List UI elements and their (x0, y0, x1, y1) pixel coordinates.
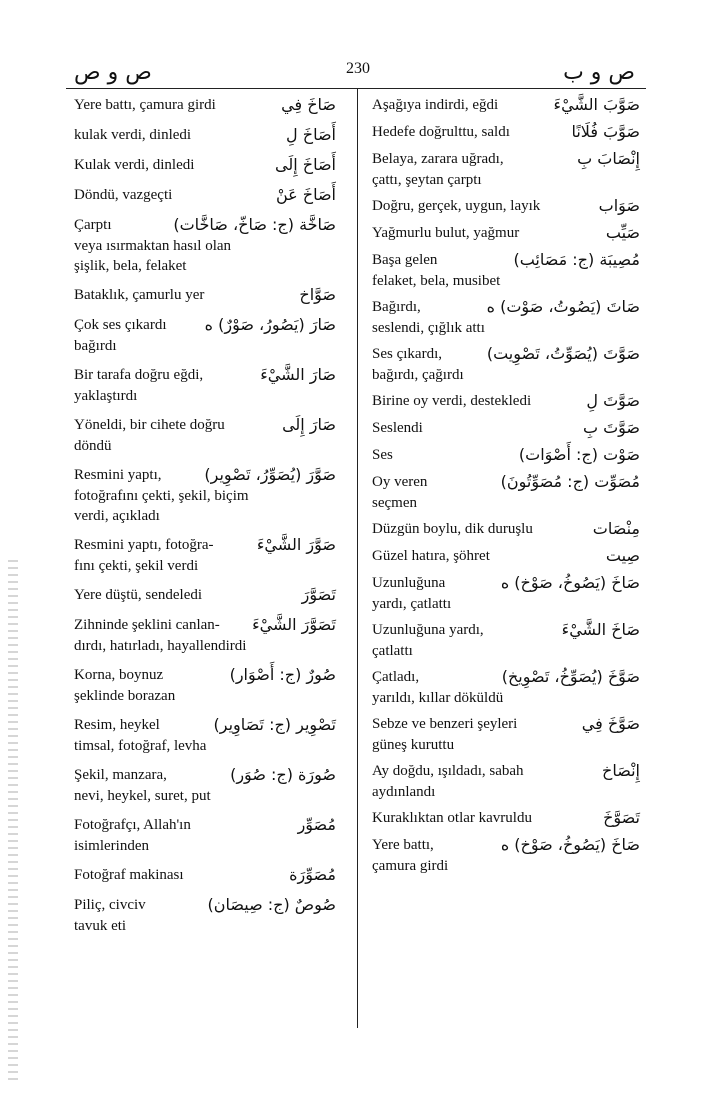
turkish-definition: Yöneldi, bir cihete doğru (74, 417, 225, 433)
turkish-definition: Seslendi (372, 420, 423, 436)
arabic-headword: صَاتَ (يَصُوتُ، صَوْت) ه (486, 297, 640, 316)
turkish-definition: Doğru, gerçek, uygun, layık (372, 198, 541, 214)
turkish-definition: veya ısırmaktan hasıl olan (74, 238, 232, 254)
arabic-headword: صَوَّخَ فِي (581, 714, 640, 733)
turkish-definition: Fotoğraf makinası (74, 867, 184, 883)
dictionary-entry (372, 343, 640, 385)
arabic-headword: صَوْت (ج: أَصْوَات) (518, 445, 640, 464)
turkish-definition: Fotoğrafçı, Allah'ın (74, 817, 191, 833)
arabic-headword: تَصَوَّرَ (301, 585, 336, 604)
turkish-definition: Kuraklıktan otlar kavruldu (372, 810, 532, 826)
header-left-letters: ص و ص (74, 60, 152, 85)
arabic-headword: صَاخَ الشَّيْءَ (561, 620, 640, 639)
turkish-definition: bağırdı (74, 338, 117, 354)
dictionary-entry (74, 364, 336, 406)
arabic-headword: صَارَ الشَّيْءَ (260, 365, 336, 384)
arabic-headword: صَاخَ (يَصُوخُ، صَوْخ) ه (500, 835, 640, 854)
turkish-definition: çamura girdi (372, 858, 449, 874)
arabic-headword: صَيِّب (605, 223, 640, 242)
turkish-definition: Başa gelen (372, 252, 438, 268)
turkish-definition: Bataklık, çamurlu yer (74, 287, 205, 303)
arabic-headword: صُوصٌ (ج: صِيصَان) (207, 895, 336, 914)
column-divider (357, 88, 358, 1028)
turkish-definition: dırdı, hatırladı, hayallendirdi (74, 638, 247, 654)
header-rule (66, 88, 646, 89)
dictionary-entry (74, 864, 336, 886)
turkish-definition: Bir tarafa doğru eğdi, (74, 367, 204, 383)
turkish-definition: şişlik, bela, felaket (74, 258, 187, 274)
left-column (74, 94, 336, 944)
arabic-headword: تَصَوَّرَ الشَّيْءَ (252, 615, 336, 634)
turkish-definition: seslendi, çığlık attı (372, 320, 485, 336)
dictionary-entry (74, 584, 336, 606)
turkish-definition: yaklaştırdı (74, 388, 138, 404)
turkish-definition: seçmen (372, 495, 417, 511)
dictionary-entry (372, 417, 640, 439)
dictionary-entry (372, 518, 640, 540)
header-right-letters: ص و ب (563, 60, 635, 85)
dictionary-entry (372, 666, 640, 708)
turkish-definition: Aşağıya indirdi, eğdi (372, 97, 499, 113)
turkish-definition: fotoğrafını çekti, şekil, biçim (74, 488, 249, 504)
turkish-definition: Oy veren (372, 474, 428, 490)
dictionary-entry (74, 414, 336, 456)
dictionary-entry (372, 222, 640, 244)
dictionary-entry (74, 214, 336, 276)
dictionary-entry (74, 184, 336, 206)
arabic-headword: صَاخَ فِي (281, 95, 336, 114)
arabic-headword: صَوَّرَ الشَّيْءَ (256, 535, 336, 554)
arabic-headword: صَارَ (يَصُورُ، صَوْرٌ) ه (204, 315, 336, 334)
arabic-headword: صُورٌ (ج: أَصْوَار) (229, 665, 336, 684)
dictionary-entry (372, 834, 640, 876)
turkish-definition: Uzunluğuna yardı, (372, 622, 484, 638)
turkish-definition: Yere düştü, sendeledi (74, 587, 203, 603)
turkish-definition: Resmini yaptı, (74, 467, 162, 483)
turkish-definition: Sebze ve benzeri şeyleri (372, 716, 518, 732)
dictionary-entry (372, 148, 640, 190)
dictionary-entry (74, 814, 336, 856)
turkish-definition: isimlerinden (74, 838, 149, 854)
arabic-headword: إِنْصَاخ (602, 761, 640, 780)
turkish-definition: kulak verdi, dinledi (74, 127, 192, 143)
turkish-definition: Bağırdı, (372, 299, 421, 315)
dictionary-entry (74, 664, 336, 706)
turkish-definition: bağırdı, çağırdı (372, 367, 464, 383)
arabic-headword: مُصَوِّرَة (289, 865, 336, 884)
turkish-definition: çattı, şeytan çarptı (372, 172, 482, 188)
arabic-headword: صَوَاب (598, 196, 640, 215)
turkish-definition: Resim, heykel (74, 717, 160, 733)
arabic-headword: صَاخَّة (ج: صَاخّ، صَاخَّات) (173, 215, 336, 234)
turkish-definition: Çok ses çıkardı (74, 317, 167, 333)
turkish-definition: Ses (372, 447, 393, 463)
turkish-definition: döndü (74, 438, 112, 454)
dictionary-entry (372, 807, 640, 829)
turkish-definition: Hedefe doğrulttu, saldı (372, 124, 510, 140)
turkish-definition: Korna, boynuz (74, 667, 164, 683)
dictionary-entry (74, 534, 336, 576)
arabic-headword: مُصِيبَة (ج: مَصَائِب) (513, 250, 640, 269)
arabic-headword: صَوَّخَ (يُصَوِّخُ، تَصْوِيخ) (501, 667, 640, 686)
turkish-definition: tavuk eti (74, 918, 127, 934)
dictionary-entry (74, 894, 336, 936)
dictionary-entry (74, 154, 336, 176)
dictionary-entry (372, 249, 640, 291)
dictionary-entry (372, 444, 640, 466)
arabic-headword: أَصَاخَ لِ (286, 125, 336, 144)
dictionary-entry (74, 314, 336, 356)
arabic-headword: صُورَة (ج: صُوَر) (230, 765, 336, 784)
dictionary-entry (372, 713, 640, 755)
right-column (372, 94, 640, 881)
dictionary-entry (74, 284, 336, 306)
dictionary-entry (372, 572, 640, 614)
turkish-definition: nevi, heykel, suret, put (74, 788, 211, 804)
turkish-definition: Ses çıkardı, (372, 346, 442, 362)
dictionary-entry (74, 764, 336, 806)
dictionary-entry (372, 296, 640, 338)
arabic-headword: مُصَوِّر (297, 815, 336, 834)
dictionary-entry (372, 94, 640, 116)
turkish-definition: verdi, açıkladı (74, 508, 160, 524)
arabic-headword: صَارَ إِلَى (282, 415, 336, 434)
turkish-definition: şeklinde borazan (74, 688, 176, 704)
arabic-headword: صَوَّبَ فُلَانًا (571, 122, 640, 141)
margin-marks (8, 560, 18, 1080)
dictionary-entry (372, 471, 640, 513)
dictionary-entry (372, 760, 640, 802)
turkish-definition: Çatladı, (372, 669, 420, 685)
dictionary-entry (372, 390, 640, 412)
turkish-definition: felaket, bela, musibet (372, 273, 501, 289)
arabic-headword: تَصْوِير (ج: تَصَاوِير) (213, 715, 336, 734)
turkish-definition: Uzunluğuna (372, 575, 446, 591)
arabic-headword: أَصَاخَ عَنْ (275, 185, 336, 204)
page-header (0, 0, 713, 90)
dictionary-entry (74, 464, 336, 526)
dictionary-entry (372, 545, 640, 567)
arabic-headword: صَوَّبَ الشَّيْءَ (553, 95, 640, 114)
arabic-headword: صَوَّتَ بِ (582, 418, 640, 437)
turkish-definition: Şekil, manzara, (74, 767, 167, 783)
dictionary-entry (74, 614, 336, 656)
dictionary-entry (372, 121, 640, 143)
turkish-definition: Kulak verdi, dinledi (74, 157, 195, 173)
turkish-definition: Yere battı, (372, 837, 434, 853)
dictionary-entry (74, 714, 336, 756)
arabic-headword: أَصَاخَ إِلَى (275, 155, 336, 174)
turkish-definition: çatlattı (372, 643, 413, 659)
dictionary-entry (74, 94, 336, 116)
turkish-definition: Yağmurlu bulut, yağmur (372, 225, 520, 241)
turkish-definition: güneş kuruttu (372, 737, 455, 753)
turkish-definition: Güzel hatıra, şöhret (372, 548, 490, 564)
arabic-headword: صَوَّتَ (يُصَوِّتُ، تَصْوِيت) (486, 344, 640, 363)
arabic-headword: صَوَّاخ (299, 285, 336, 304)
page-number: 230 (346, 60, 370, 77)
turkish-definition: aydınlandı (372, 784, 436, 800)
turkish-definition: Çarptı (74, 217, 112, 233)
arabic-headword: إِنْصَابَ بِ (577, 149, 640, 168)
arabic-headword: صِيت (605, 546, 640, 565)
arabic-headword: مِنْصَات (592, 519, 640, 538)
turkish-definition: yarıldı, kıllar döküldü (372, 690, 504, 706)
dictionary-entry (372, 195, 640, 217)
arabic-headword: مُصَوِّت (ج: مُصَوِّتُونَ) (500, 472, 640, 491)
turkish-definition: timsal, fotoğraf, levha (74, 738, 207, 754)
dictionary-entry (74, 124, 336, 146)
turkish-definition: Düzgün boylu, dik duruşlu (372, 521, 533, 537)
turkish-definition: Belaya, zarara uğradı, (372, 151, 504, 167)
turkish-definition: yardı, çatlattı (372, 596, 452, 612)
turkish-definition: Ay doğdu, ışıldadı, sabah (372, 763, 524, 779)
turkish-definition: Birine oy verdi, destekledi (372, 393, 532, 409)
turkish-definition: Döndü, vazgeçti (74, 187, 173, 203)
arabic-headword: صَاخَ (يَصُوخُ، صَوْخ) ه (500, 573, 640, 592)
turkish-definition: Piliç, civciv (74, 897, 146, 913)
dictionary-entry (372, 619, 640, 661)
turkish-definition: Yere battı, çamura girdi (74, 97, 216, 113)
arabic-headword: صَوَّتَ لِ (586, 391, 640, 410)
arabic-headword: تَصَوَّخَ (603, 808, 640, 827)
turkish-definition: Zihninde şeklini canlan- (74, 617, 220, 633)
turkish-definition: fını çekti, şekil verdi (74, 558, 199, 574)
arabic-headword: صَوَّرَ (يُصَوِّرُ، تَصْوِير) (204, 465, 336, 484)
turkish-definition: Resmini yaptı, fotoğra- (74, 537, 214, 553)
